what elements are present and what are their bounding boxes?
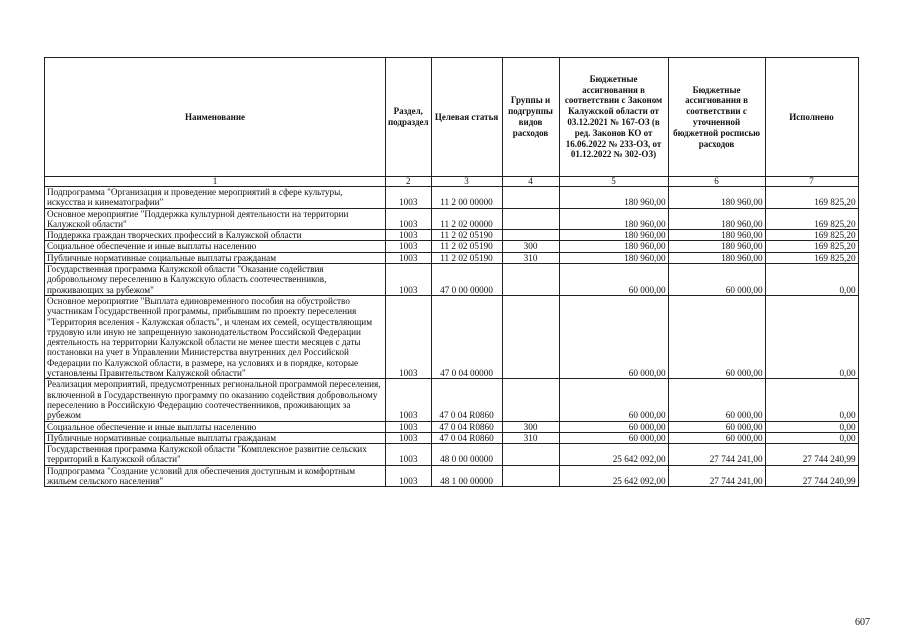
table-body [45, 187, 859, 487]
row-name: Основное мероприятие "Выплата единовременного пособия на обустройство участникам Государственной программы, прибывшим по проекту переселения "Территория вселения - Калужская область", и членам их семей, осуществляющим трудовую или иную не запрещенную законодательством Российской Федерации деятельность на территории Калужской области не менее шести месяцев с даты постановки на учет в Управлении Министерства внутренних дел Российской Федерации по Калужской области, в размере, на условиях и в порядке, которые установлены Правительством Калужской области" [45, 295, 386, 378]
row-budget-law: 60 000,00 [559, 421, 668, 432]
row-executed: 169 825,20 [765, 208, 858, 230]
row-name: Поддержка граждан творческих профессий в Калужской области [45, 230, 386, 241]
header-target-article: Целевая статья [431, 58, 502, 177]
column-number: 4 [502, 177, 559, 187]
header-name: Наименование [45, 58, 386, 177]
row-budget-law: 60 000,00 [559, 379, 668, 421]
row-section: 1003 [386, 187, 432, 209]
row-name: Основное мероприятие "Поддержка культурной деятельности на территории Калужской области" [45, 208, 386, 230]
row-target-article: 11 2 00 00000 [431, 187, 502, 209]
row-executed: 0,00 [765, 421, 858, 432]
row-budget-law: 180 960,00 [559, 252, 668, 263]
row-executed: 169 825,20 [765, 187, 858, 209]
row-section: 1003 [386, 379, 432, 421]
row-budget-law: 60 000,00 [559, 295, 668, 378]
row-executed: 0,00 [765, 379, 858, 421]
row-expense-group [502, 465, 559, 487]
row-expense-group [502, 208, 559, 230]
row-section: 1003 [386, 432, 432, 443]
row-budget-law: 60 000,00 [559, 432, 668, 443]
table-row [45, 208, 859, 230]
table-row [45, 421, 859, 432]
header-executed: Исполнено [765, 58, 858, 177]
table-row [45, 230, 859, 241]
table-row [45, 432, 859, 443]
row-executed: 0,00 [765, 264, 858, 296]
column-number: 7 [765, 177, 858, 187]
row-target-article: 48 0 00 00000 [431, 444, 502, 466]
row-executed: 0,00 [765, 295, 858, 378]
row-executed: 169 825,20 [765, 230, 858, 241]
row-target-article: 11 2 02 05190 [431, 252, 502, 263]
row-budget-law: 60 000,00 [559, 264, 668, 296]
row-expense-group [502, 295, 559, 378]
row-target-article: 47 0 00 00000 [431, 264, 502, 296]
table-row [45, 379, 859, 421]
row-target-article: 47 0 04 00000 [431, 295, 502, 378]
column-number: 1 [45, 177, 386, 187]
column-number: 2 [386, 177, 432, 187]
row-budget-law: 180 960,00 [559, 230, 668, 241]
row-section: 1003 [386, 295, 432, 378]
table-row [45, 465, 859, 487]
row-budget-refined: 60 000,00 [668, 379, 765, 421]
column-number: 6 [668, 177, 765, 187]
row-expense-group: 310 [502, 432, 559, 443]
row-expense-group: 300 [502, 421, 559, 432]
row-section: 1003 [386, 444, 432, 466]
row-budget-law: 25 642 092,00 [559, 444, 668, 466]
row-executed: 27 744 240,99 [765, 465, 858, 487]
row-budget-refined: 180 960,00 [668, 252, 765, 263]
row-name: Публичные нормативные социальные выплаты гражданам [45, 252, 386, 263]
row-section: 1003 [386, 421, 432, 432]
row-target-article: 11 2 02 00000 [431, 208, 502, 230]
table-row [45, 264, 859, 296]
row-target-article: 48 1 00 00000 [431, 465, 502, 487]
row-expense-group [502, 379, 559, 421]
row-section: 1003 [386, 465, 432, 487]
row-name: Государственная программа Калужской области "Оказание содействия добровольному переселению в Калужскую область соотечественников, проживающих за рубежом" [45, 264, 386, 296]
column-number-row [45, 177, 859, 187]
header-expense-group: Группы и подгруппы видов расходов [502, 58, 559, 177]
row-expense-group: 310 [502, 252, 559, 263]
row-name: Государственная программа Калужской области "Комплексное развитие сельских территорий в Калужской области" [45, 444, 386, 466]
row-expense-group [502, 187, 559, 209]
row-budget-refined: 27 744 241,00 [668, 444, 765, 466]
row-budget-law: 25 642 092,00 [559, 465, 668, 487]
row-executed: 169 825,20 [765, 252, 858, 263]
page-number: 607 [855, 617, 870, 628]
row-executed: 169 825,20 [765, 241, 858, 252]
table-row [45, 295, 859, 378]
row-budget-refined: 60 000,00 [668, 295, 765, 378]
header-budget-refined: Бюджетные ассигнования в соответствии с уточненной бюджетной росписью расходов [668, 58, 765, 177]
row-name: Реализация мероприятий, предусмотренных региональной программой переселения, включенной в Государственную программу по оказанию содействия добровольному переселению в Российскую Федерацию соотечественников, проживающих за рубежом [45, 379, 386, 421]
header-row [45, 58, 859, 177]
row-section: 1003 [386, 241, 432, 252]
row-executed: 27 744 240,99 [765, 444, 858, 466]
budget-table [44, 57, 859, 487]
row-budget-law: 180 960,00 [559, 208, 668, 230]
row-budget-refined: 180 960,00 [668, 241, 765, 252]
row-expense-group [502, 230, 559, 241]
table-row [45, 187, 859, 209]
row-target-article: 11 2 02 05190 [431, 241, 502, 252]
row-section: 1003 [386, 208, 432, 230]
row-expense-group [502, 444, 559, 466]
row-budget-refined: 60 000,00 [668, 421, 765, 432]
row-name: Социальное обеспечение и иные выплаты населению [45, 241, 386, 252]
row-target-article: 11 2 02 05190 [431, 230, 502, 241]
header-budget-law: Бюджетные ассигнования в соответствии с Законом Калужской области от 03.12.2021 № 167-ОЗ (в ред. Законов КО от 16.06.2022 № 233-ОЗ, от 01.12.2022 № 302-ОЗ) [559, 58, 668, 177]
row-target-article: 47 0 04 R0860 [431, 421, 502, 432]
row-budget-refined: 180 960,00 [668, 230, 765, 241]
row-budget-refined: 60 000,00 [668, 264, 765, 296]
row-budget-law: 180 960,00 [559, 187, 668, 209]
row-executed: 0,00 [765, 432, 858, 443]
row-name: Подпрограмма "Создание условий для обеспечения доступным и комфортным жильем сельского населения" [45, 465, 386, 487]
row-section: 1003 [386, 252, 432, 263]
row-budget-refined: 60 000,00 [668, 432, 765, 443]
row-name: Социальное обеспечение и иные выплаты населению [45, 421, 386, 432]
column-number: 5 [559, 177, 668, 187]
table-row [45, 252, 859, 263]
row-section: 1003 [386, 230, 432, 241]
row-expense-group [502, 264, 559, 296]
row-section: 1003 [386, 264, 432, 296]
row-budget-law: 180 960,00 [559, 241, 668, 252]
row-target-article: 47 0 04 R0860 [431, 379, 502, 421]
row-budget-refined: 27 744 241,00 [668, 465, 765, 487]
table-row [45, 444, 859, 466]
header-section: Раздел, подраздел [386, 58, 432, 177]
row-target-article: 47 0 04 R0860 [431, 432, 502, 443]
row-budget-refined: 180 960,00 [668, 208, 765, 230]
row-expense-group: 300 [502, 241, 559, 252]
column-number: 3 [431, 177, 502, 187]
row-budget-refined: 180 960,00 [668, 187, 765, 209]
row-name: Публичные нормативные социальные выплаты гражданам [45, 432, 386, 443]
table-row [45, 241, 859, 252]
row-name: Подпрограмма "Организация и проведение мероприятий в сфере культуры, искусства и кинематографии" [45, 187, 386, 209]
